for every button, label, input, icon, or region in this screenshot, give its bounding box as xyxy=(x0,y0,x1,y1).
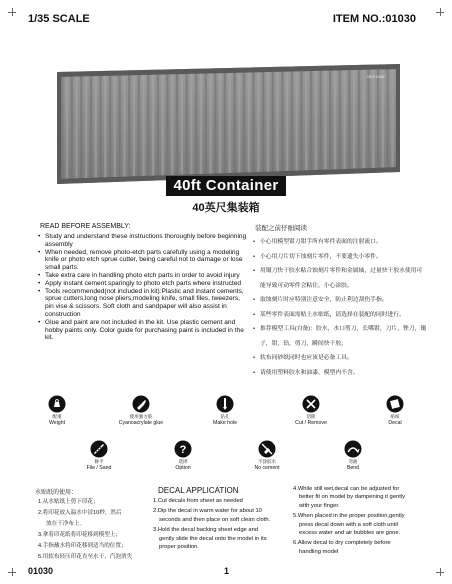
instruction-cn-item: • 用镊刀快干胶水粘合蚀刻片零件和金属轴，过量快干胶水使用可能导致可动零件会粘住，小心涂胶。 xyxy=(252,264,427,293)
container-left-post xyxy=(57,72,61,184)
container-rib xyxy=(195,69,197,179)
container-rib xyxy=(272,67,274,177)
decal-cn-item: 1.从水贴纸上剪下印花； xyxy=(38,499,99,505)
legend-en-label: Weight xyxy=(48,420,66,426)
container-rib xyxy=(276,67,278,176)
legend-en-label: Bend xyxy=(346,465,360,471)
container-rib xyxy=(152,70,154,181)
instructions-en-list xyxy=(37,233,247,342)
decal-cn-item: 3.拿着印花纸将印花移到模型上； xyxy=(38,532,121,538)
decal-icon xyxy=(386,395,404,413)
bend-icon xyxy=(344,440,362,458)
legend-file xyxy=(64,440,134,471)
container-rib xyxy=(147,70,149,181)
instruction-en-item: • Apply instant cement sparingly to photo etch parts where instructed xyxy=(37,280,247,288)
file-icon xyxy=(90,440,108,458)
legend-en-label: Decal xyxy=(388,420,402,426)
instruction-cn-item: • 某些零件表面需贴上水贴纸，请选择在装配的同时进行。 xyxy=(252,308,427,323)
container-rib xyxy=(281,67,283,176)
container-rib xyxy=(214,68,216,178)
container-rib xyxy=(315,66,317,175)
legend-cn-label: 修平 xyxy=(94,459,104,464)
model-subtitle: 40英尺集装箱 xyxy=(192,202,260,214)
container-rib xyxy=(133,70,135,181)
container-rib xyxy=(243,68,245,178)
container-rib xyxy=(176,69,178,180)
container-rib xyxy=(353,65,355,174)
legend-en-label: Cyanoacrylate glue xyxy=(118,420,164,426)
legend-en-label: Make hole xyxy=(213,420,237,426)
registration-mark-bottom-right xyxy=(436,568,444,576)
legend-cn-label: 弯曲 xyxy=(348,459,358,464)
container-rib xyxy=(229,68,231,178)
legend-decal xyxy=(360,395,430,426)
footer-product-code: 01030 xyxy=(28,566,54,576)
container-rib xyxy=(343,65,345,174)
container-rib xyxy=(200,69,202,179)
decal-en-item: press decal down with a soft cloth until xyxy=(299,521,398,528)
legend-drill xyxy=(190,395,260,426)
legend-en-label: Option xyxy=(175,465,191,471)
container-rib xyxy=(257,67,259,177)
option-icon xyxy=(174,440,192,458)
instruction-en-item: • When needed, remove photo-etch parts carefully using a modeling knife or photo etch sprue cutter, being careful not to damage or lose small parts. xyxy=(37,249,247,272)
container-rib xyxy=(123,70,125,181)
decal-en-item: 6.Allow decal to dry completely before xyxy=(293,540,391,547)
page-number: 1 xyxy=(224,566,230,576)
container-rib xyxy=(372,65,374,173)
container-rib xyxy=(190,69,192,180)
cut-icon xyxy=(302,395,320,413)
scale-label: 1/35 SCALE xyxy=(28,13,90,25)
container-rib xyxy=(267,67,269,177)
legend-cn-label: 不涂胶水 xyxy=(258,459,276,464)
svg-text:?: ? xyxy=(179,444,187,456)
container-rib xyxy=(104,71,106,183)
container-rib xyxy=(305,66,307,175)
container-illustration xyxy=(57,60,400,190)
legend-cn-label: 贴纸 xyxy=(390,414,400,419)
container-rib xyxy=(95,71,97,183)
decal-en-item: 4.While still wet,decal can be adjusted for xyxy=(293,486,400,492)
no-cement-icon xyxy=(258,440,276,458)
container-rib xyxy=(367,65,369,173)
legend-option xyxy=(148,440,218,471)
container-rib xyxy=(291,66,293,175)
registration-mark-top-right xyxy=(436,8,444,16)
container-rib xyxy=(339,65,341,174)
container-rib xyxy=(157,70,159,181)
legend-cn-label: 使用强力胶 xyxy=(129,414,153,419)
container-rib xyxy=(358,65,360,174)
container-rib xyxy=(66,72,68,184)
instruction-cn-item: • 请使用塑料胶水和油漆，模型内不含。 xyxy=(252,366,427,381)
legend-cut xyxy=(276,395,346,426)
legend-bend xyxy=(318,440,388,471)
decal-application-title: DECAL APPLICATION xyxy=(158,486,239,495)
decal-en-item: 1.Cut decals from sheet as needed xyxy=(153,498,243,504)
container-rib xyxy=(386,64,388,172)
model-title: 40ft Container xyxy=(166,176,286,196)
container-rib xyxy=(109,71,111,182)
decal-cn-list xyxy=(38,497,153,563)
decal-en-item: better fit on model by dampening it gently xyxy=(299,494,406,501)
legend-en-label: Cut / Remove xyxy=(295,420,327,426)
container-rib xyxy=(391,64,393,172)
container-rib xyxy=(382,64,384,172)
decal-cn-title: 水贴纸的使用： xyxy=(35,490,78,496)
decal-cn-item: 2.将印花放入温水中浸10秒，然后 xyxy=(38,510,122,516)
decal-en-item: seconds and then place on soft clean cloth. xyxy=(159,516,271,523)
container-rib xyxy=(142,70,144,181)
container-rib xyxy=(329,66,331,175)
instruction-en-item: • Take extra care in handling photo etch parts in order to avoid injury xyxy=(37,272,247,280)
container-rib xyxy=(238,68,240,178)
container-rib xyxy=(181,69,183,180)
read-before-assembly-title: READ BEFORE ASSEMBLY: xyxy=(40,223,131,230)
legend-cn-label: 选择 xyxy=(178,459,188,464)
decal-en-item: 2.Dip the decal in warm water for about 10 xyxy=(153,508,262,515)
container-logo: SEA LINE xyxy=(367,74,385,79)
decal-en-item: excess water and air bubbles are gone. xyxy=(299,530,401,537)
legend-cn-label: 配重 xyxy=(52,414,62,419)
instruction-cn-item: • 小心用刀片切下蚀刻片零件，不要遗失小零件。 xyxy=(252,250,427,265)
registration-mark-bottom-left xyxy=(8,568,16,576)
container-rib xyxy=(300,66,302,175)
legend-weight xyxy=(22,395,92,426)
drill-icon xyxy=(216,395,234,413)
container-rib xyxy=(61,72,63,184)
container-rib xyxy=(99,71,101,183)
container-rib xyxy=(138,70,140,181)
container-rib xyxy=(248,67,250,177)
container-rib xyxy=(324,66,326,175)
legend-cn-label: 钻孔 xyxy=(220,414,230,419)
instructions-cn-list xyxy=(252,235,427,380)
instruction-cn-item: • 小心用模型钳刀钳手所有零件表面的注射流口。 xyxy=(252,235,427,250)
container-svg xyxy=(57,60,400,190)
container-rib xyxy=(85,71,87,183)
container-rib xyxy=(80,71,82,183)
container-rib xyxy=(334,65,336,174)
container-rib xyxy=(252,67,254,177)
decal-cn-item: 放在干净布上。 xyxy=(46,521,86,527)
decal-en-item: handling model xyxy=(299,548,339,555)
container-rib xyxy=(90,71,92,183)
container-rib xyxy=(348,65,350,174)
decal-cn-item: 4.手指蘸水将印花移到适当的位置； xyxy=(38,543,127,549)
legend-en-label: File / Sand xyxy=(86,465,112,471)
container-rib xyxy=(205,69,207,179)
instructions-cn-title: 装配之前仔细阅读 xyxy=(255,225,307,232)
decal-en-item: gently slide the decal onto the model in its xyxy=(159,535,267,542)
instruction-en-item: • Tools recommended(not included in kit):Plastic and instant cements, sprue cutters,long nose pliers,modeling knife, small files, tweezers, pin vise & scissors. Soft cloth and sandpaper will also assist in construction xyxy=(37,288,247,319)
decal-cn-item: 5.用软布轻压印花直至水干、汽泡消失 xyxy=(38,554,133,560)
container-rib xyxy=(209,68,211,178)
container-right-post xyxy=(396,64,400,172)
instruction-en-item: • Study and understand these instructions thoroughly before beginning assembly xyxy=(37,233,247,249)
container-rib xyxy=(128,70,130,181)
container-rib xyxy=(296,66,298,175)
decal-en-item: 3.Hold the decal backing sheet edge and xyxy=(153,527,259,534)
decal-en-item: 5.When placed in the proper position,gently xyxy=(293,513,405,520)
container-rib xyxy=(286,67,288,176)
container-rib xyxy=(71,72,73,184)
container-rib xyxy=(75,72,77,184)
decal-en-item: proper position. xyxy=(159,544,199,551)
container-rib xyxy=(262,67,264,177)
instruction-cn-item: • 软布同砂纸同时也应该是必备工具。 xyxy=(252,351,427,366)
weight-icon xyxy=(48,395,66,413)
container-rib xyxy=(162,70,164,181)
container-rib xyxy=(171,69,173,180)
instruction-cn-item: • 推荐模型工具(自备)：胶水，水口剪刀，长嘴钳，刀片，锉刀，镊子，钳，钻，剪刀，瞬间快干胶。 xyxy=(252,322,427,351)
container-rib xyxy=(185,69,187,180)
legend-en-label: No cement xyxy=(254,465,280,471)
container-rib xyxy=(377,64,379,172)
container-rib xyxy=(219,68,221,178)
container-rib xyxy=(319,66,321,175)
decal-en-item: with your finger. xyxy=(299,502,340,509)
container-rib xyxy=(363,65,365,173)
registration-mark-top-left xyxy=(8,8,16,16)
instruction-cn-item: • 取蚀刻片时应特别注意安全，防止利边刮伤手指。 xyxy=(252,293,427,308)
container-rib xyxy=(166,69,168,180)
legend-no-cement xyxy=(232,440,302,471)
instruction-en-item: • Glue and paint are not included in the kit. Use plastic cement and hobby paints only. Color guide for purchasing paint is included in the kit. xyxy=(37,319,247,342)
glue-icon xyxy=(132,395,150,413)
item-number: ITEM NO.:01030 xyxy=(332,13,416,25)
decal-en-col1 xyxy=(153,497,293,551)
legend-glue xyxy=(106,395,176,426)
container-rib xyxy=(118,71,120,182)
container-rib xyxy=(224,68,226,178)
legend-cn-label: 切除 xyxy=(306,414,316,419)
decal-en-col2 xyxy=(293,485,433,556)
container-rib xyxy=(310,66,312,175)
container-rib xyxy=(114,71,116,182)
container-rib xyxy=(233,68,235,178)
